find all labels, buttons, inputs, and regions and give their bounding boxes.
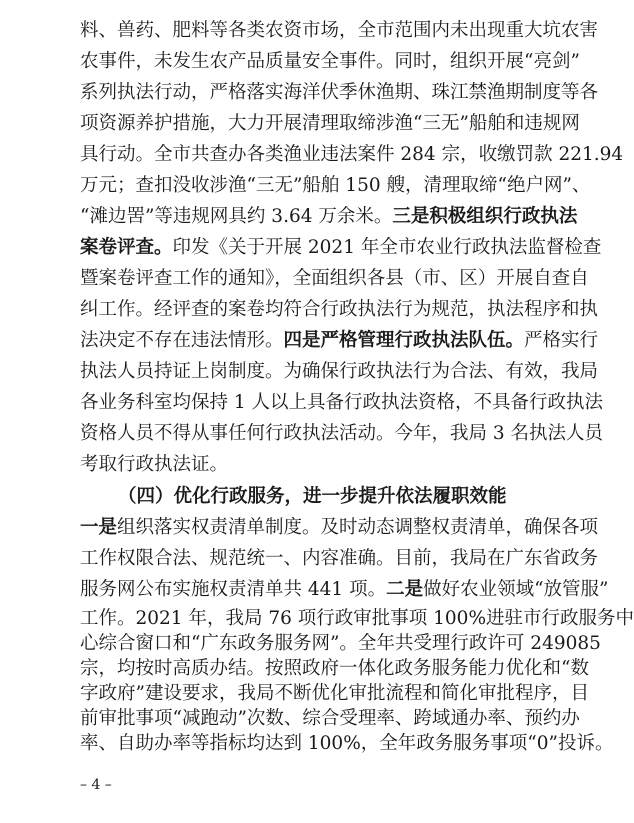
body-line: 工作权限合法、规范统一、内容准确。目前，我局在广东省政务	[80, 548, 599, 569]
body-line: 字政府”建设要求，我局不断优化审批流程和简化审批程序，目	[80, 683, 589, 704]
body-line: 具行动。全市共查办各类渔业违法案件 284 宗，收缴罚款 221.94	[80, 144, 624, 165]
body-line: 率、自助办率等指标均达到 100%，全年政务服务事项“0”投诉。	[80, 733, 614, 754]
body-line: 考取行政执法证。	[80, 454, 229, 475]
body-line: 料、兽药、肥料等各类农资市场，全市范围内未出现重大坑农害	[80, 20, 599, 41]
body-line: 暨案卷评查工作的通知》，全面组织各县（市、区）开展自查自	[80, 268, 589, 289]
bold-lead-three: 三是积极组织行政执法	[392, 206, 578, 227]
body-text: “滩边罟”等违规网具约 3.64 万余米。	[80, 206, 393, 227]
body-line	[80, 233, 602, 263]
body-line: 农事件，未发生农产品质量安全事件。同时，组织开展“亮剑”	[80, 51, 580, 72]
body-text: 组织落实权责清单制度。及时动态调整权责清单，确保各项	[117, 517, 599, 538]
body-line: 项资源养护措施，大力开展清理取缔涉渔“三无”船舶和违规网	[80, 113, 580, 134]
body-text: 做好农业领域“放管服”	[423, 579, 609, 600]
body-line: 工作。2021 年，我局 76 项行政审批事项 100%进驻市行政服务中	[80, 608, 634, 629]
section-heading: （四）优化行政服务，进一步提升依法履职效能	[118, 486, 507, 507]
body-line	[80, 513, 599, 543]
body-line: 资格人员不得从事任何行政执法活动。今年，我局 3 名执法人员	[80, 423, 604, 444]
body-line	[80, 575, 609, 605]
body-line: 宗，均按时高质办结。按照政府一体化政务服务能力优化和“数	[80, 658, 589, 679]
page-number: – 4 –	[80, 777, 112, 793]
body-text: 服务网公布实施权责清单共 441 项。	[80, 579, 387, 600]
bold-lead-two: 二是	[386, 579, 424, 600]
body-line: 心综合窗口和“广东政务服务网”。全年共受理行政许可 249085	[80, 633, 601, 654]
body-text: 法决定不存在违法情形。	[80, 330, 284, 351]
body-line	[80, 326, 599, 356]
body-line: 万元；查扣没收涉渔“三无”船舶 150 艘，清理取缔“绝户网”、	[80, 175, 591, 196]
body-line: 纠工作。经评查的案卷均符合行政执法行为规范，执法程序和执	[80, 299, 599, 320]
body-line: 各业务科室均保持 1 人以上具备行政执法资格，不具备行政执法	[80, 392, 604, 413]
body-text: 严格实行	[524, 330, 599, 351]
body-line	[80, 202, 578, 232]
body-line: 前审批事项“减跑动”次数、综合受理率、跨域通办率、预约办	[80, 708, 580, 729]
body-text: 印发《关于开展 2021 年全市农业行政执法监督检查	[172, 237, 602, 258]
bold-lead-one: 一是	[80, 517, 118, 538]
bold-lead-four: 四是严格管理行政执法队伍。	[283, 330, 525, 351]
body-line: 执法人员持证上岗制度。为确保行政执法行为合法、有效，我局	[80, 361, 599, 382]
body-line: 系列执法行动，严格落实海洋伏季休渔期、珠江禁渔期制度等各	[80, 82, 599, 103]
bold-lead-three-cont: 案卷评查。	[80, 237, 173, 258]
